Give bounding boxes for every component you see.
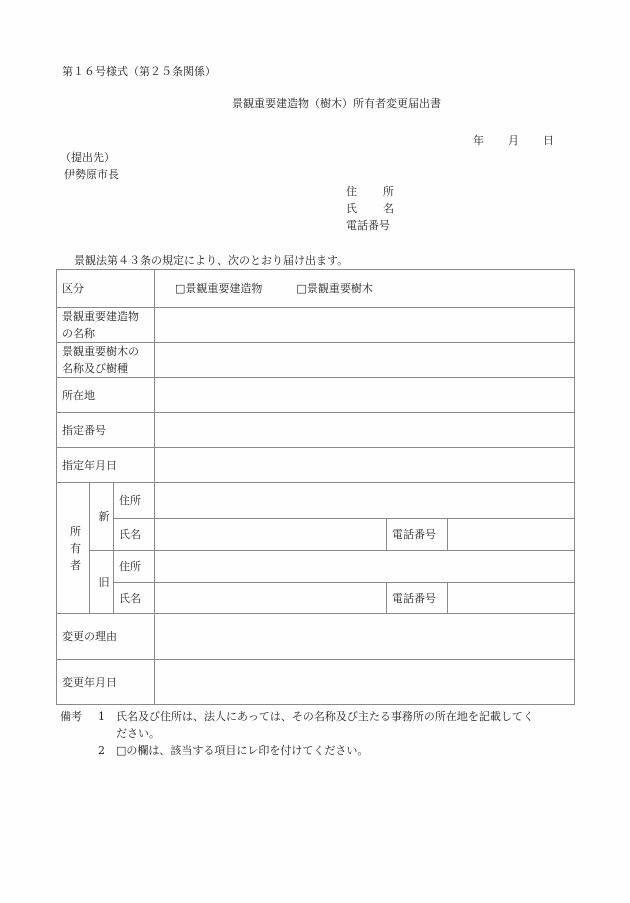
row-change-date (57, 660, 575, 705)
owner-label: 所 有 者 (57, 483, 90, 614)
row-category (57, 270, 575, 308)
owner-new-tel-label: 電話番号 (387, 519, 448, 551)
notes-section (60, 708, 556, 759)
owner-new-address-label: 住所 (114, 483, 155, 519)
owner-new-label: 新 (90, 483, 114, 551)
notes-heading: 備考 (60, 710, 82, 723)
owner-old-address-field[interactable] (155, 551, 575, 583)
building-name-field[interactable] (155, 308, 575, 343)
tree-name-field[interactable] (155, 343, 575, 378)
designation-number-label: 指定番号 (57, 413, 155, 448)
owner-old-address-label: 住所 (114, 551, 155, 583)
designation-date-label: 指定年月日 (57, 448, 155, 483)
applicant-tel-label: 電話番号 (346, 219, 390, 232)
owner-new-name-label: 氏名 (114, 519, 155, 551)
designation-number-field[interactable] (155, 413, 575, 448)
designation-date-field[interactable] (155, 448, 575, 483)
note-item-2: 2 □の欄は、該当する項目にレ印を付けてください。 (98, 744, 369, 757)
checkbox-landscape-tree[interactable]: □景観重要樹木 (296, 282, 373, 295)
owner-new-address-field[interactable] (155, 483, 575, 519)
row-designation-date (57, 448, 575, 483)
owner-new-name-field[interactable] (155, 519, 387, 551)
date-year-label: 年 (473, 134, 484, 147)
change-reason-field[interactable] (155, 614, 575, 660)
owner-old-tel-field[interactable] (448, 583, 575, 614)
row-owner-old-address (57, 551, 575, 583)
submit-to-label: （提出先） (60, 151, 115, 164)
checkbox-landscape-building[interactable]: □景観重要建造物 (175, 282, 263, 295)
owner-new-tel-field[interactable] (448, 519, 575, 551)
row-owner-new-address (57, 483, 575, 519)
row-owner-new-name (57, 519, 575, 551)
row-building-name (57, 308, 575, 343)
document-title: 景観重要建造物（樹木）所有者変更届出書 (232, 97, 441, 110)
owner-old-name-field[interactable] (155, 583, 387, 614)
owner-old-tel-label: 電話番号 (387, 583, 448, 614)
date-day-label: 日 (543, 134, 554, 147)
owner-old-name-label: 氏名 (114, 583, 155, 614)
category-options (155, 270, 575, 308)
notification-form-table (56, 269, 575, 705)
preamble: 景観法第４３条の規定により、次のとおり届け出ます。 (74, 254, 349, 267)
owner-old-label: 旧 (90, 551, 114, 614)
location-field[interactable] (155, 378, 575, 413)
change-date-field[interactable] (155, 660, 575, 705)
building-name-label: 景観重要建造物 の名称 (57, 308, 155, 343)
form-number: 第１６号様式（第２５条関係） (62, 65, 216, 78)
applicant-name-label: 氏 名 (346, 202, 394, 215)
note-item-1: 備考 1 氏名及び住所は、法人にあっては、その名称及び主たる事務所の所在地を記載してく ださい。 (60, 710, 534, 740)
row-designation-number (57, 413, 575, 448)
change-date-label: 変更年月日 (57, 660, 155, 705)
date-month-label: 月 (508, 134, 519, 147)
location-label: 所在地 (57, 378, 155, 413)
row-owner-old-name (57, 583, 575, 614)
submit-to-recipient: 伊勢原市長 (64, 168, 119, 181)
category-label: 区分 (57, 270, 155, 308)
row-change-reason (57, 614, 575, 660)
tree-name-label: 景観重要樹木の 名称及び樹種 (57, 343, 155, 378)
applicant-address-label: 住 所 (346, 185, 394, 198)
row-location (57, 378, 575, 413)
change-reason-label: 変更の理由 (57, 614, 155, 660)
row-tree-name (57, 343, 575, 378)
